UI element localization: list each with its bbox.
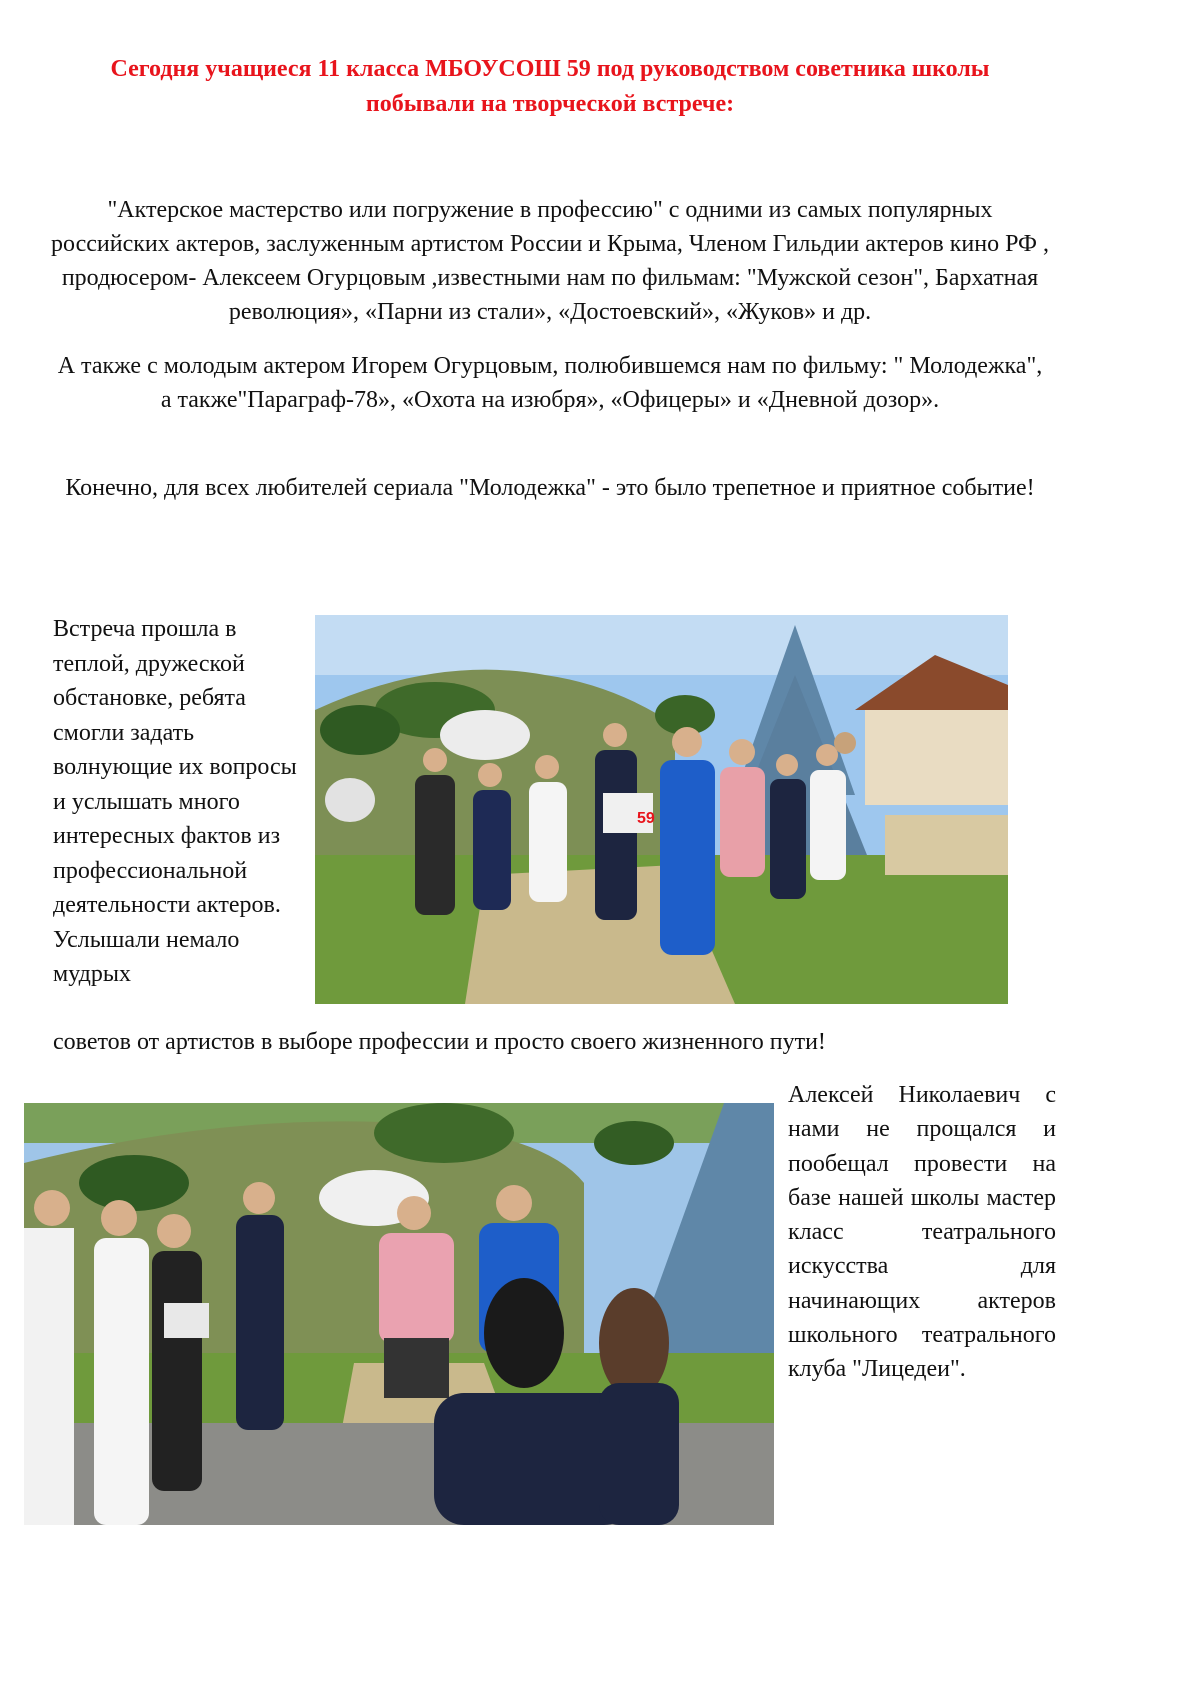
page-heading (40, 52, 1060, 122)
event-paragraph: Конечно, для всех любителей сериала "Молодежка" - это было трепетное и приятное событие! (65, 475, 1035, 501)
master-class-promise: Алексей Николаевич с нами не прощался и пообещал провести на базе нашей школы мастер класс театрального искусства для начинающих актеров школьного театрального клуба "Лицедеи". (788, 1082, 1056, 1383)
young-actor-paragraph: А также с молодым актером Игорем Огурцовым, полюбившемся нам по фильму: " Молодежка", а также"Параграф-78», «Охота на изюбря», «Офицеры» и «Дневной дозор». (57, 353, 1043, 413)
meeting-description-continued: советов от артистов в выборе профессии и просто своего жизненного пути! (53, 1029, 826, 1055)
meeting-description: Встреча прошла в теплой, дружеской обстановке, ребята смогли задать волнующие их вопросы и услышать много интересных фактов из профессиональной деятельности актеров. Услышали немало мудрых (53, 616, 297, 987)
heading-line-1: Сегодня учащиеся 11 класса МБОУСОШ 59 под руководством советника школы (110, 56, 990, 82)
intro-paragraph: "Актерское мастерство или погружение в профессию" с одними из самых популярных российских актеров, заслуженным артистом России и Крыма, Членом Гильдии актеров кино РФ , продюсером- Алексеем Огурцовым ,известными нам по фильмам: "Мужской сезон", Бархатная революция», «Парни из стали», «Достоевский», «Жуков» и др. (51, 197, 1049, 325)
group-photo (315, 615, 1008, 1004)
conversation-photo (24, 1103, 774, 1525)
heading-line-2: побывали на творческой встрече: (365, 91, 735, 117)
sign-number: 59 (637, 810, 655, 827)
